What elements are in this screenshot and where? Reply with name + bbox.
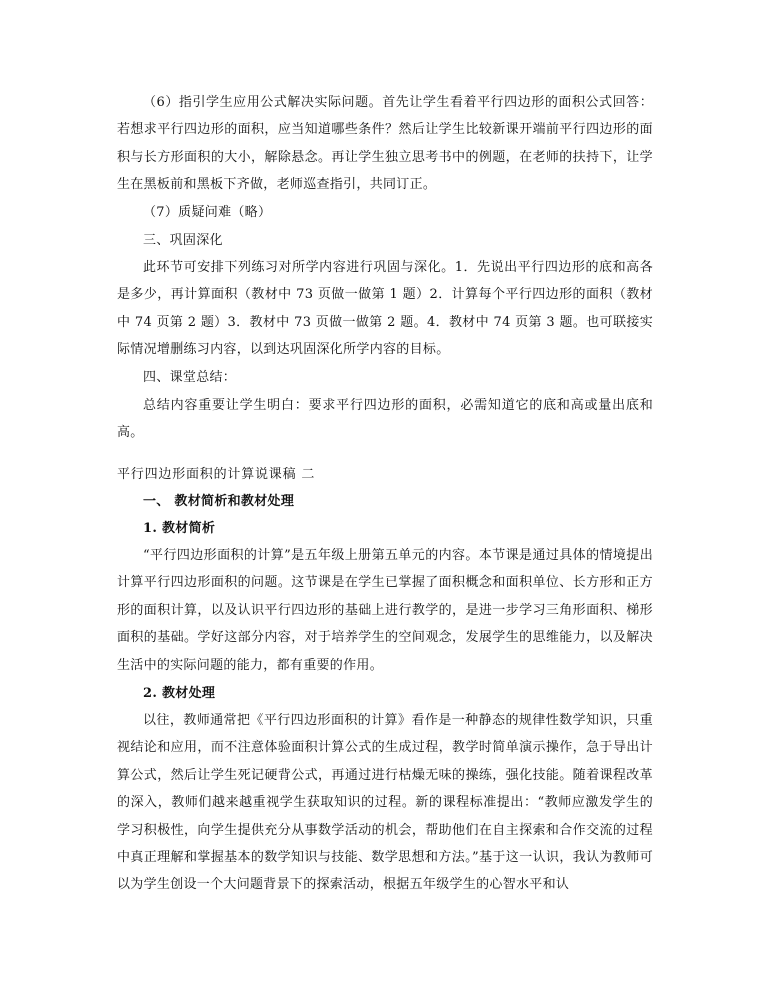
subheading-textbook-analysis: 1. 教材简析	[143, 521, 216, 536]
paragraph-textbook-analysis: “平行四边形面积的计算”是五年级上册第五单元的内容。本节课是通过具体的情境提出计算平行四边形面积的问题。这节课是在学生已掌握了面积概念和面积单位、长方形和正方形的面积计算，以及认识平行四边形的基础上进行教学的，是进一步学习三角形面积、梯形面积的基础。学好这部分内容，对于培养学生的空间观念，发展学生的思维能力，以及解决生活中的实际问题的能力，都有重要的作用。	[117, 548, 653, 673]
paragraph-questions: （7）质疑问难（略）	[143, 205, 272, 220]
paragraph-exercises: 此环节可安排下列练习对所学内容进行巩固与深化。1．先说出平行四边形的底和高各是多少，再计算面积（教材中 73 页做一做第 1 题）2．计算每个平行四边形的面积（教材中 74 页第 2 题）3．教材中 73 页做一做第 2 题。4．教材中 74 页第 3 题。也可联接实际情况增删练习内容，以到达巩固深化所学内容的目标。	[117, 260, 653, 358]
section-heading-summary: 四、课堂总结：	[143, 370, 237, 385]
paragraph-summary: 总结内容重要让学生明白：要求平行四边形的面积，必需知道它的底和高或量出底和高。	[117, 398, 653, 441]
section-heading-consolidation: 三、巩固深化	[143, 233, 223, 248]
paragraph-formula-application: （6）指引学生应用公式解决实际问题。首先让学生看着平行四边形的面积公式回答：若想求平行四边形的面积，应当知道哪些条件？然后让学生比较新课开端前平行四边形的面积与长方形面积的大小，解除悬念。再让学生独立思考书中的例题，在老师的扶持下，让学生在黑板前和黑板下齐做，老师巡查指引，共同订正。	[117, 95, 653, 193]
subheading-textbook-processing: 2. 教材处理	[143, 686, 216, 701]
paragraph-textbook-processing: 以往，教师通常把《平行四边形面积的计算》看作是一种静态的规律性数学知识，只重视结论和应用，而不注意体验面积计算公式的生成过程，教学时简单演示操作，急于导出计算公式，然后让学生死记硬背公式，再通过进行枯燥无味的操练，强化技能。随着课程改革的深入，教师们越来越重视学生获取知识的过程。新的课程标准提出：“教师应激发学生的学习积极性，向学生提供充分从事数学活动的机会，帮助他们在自主探索和合作交流的过程中真正理解和掌握基本的数学知识与技能、数学思想和方法。”基于这一认识，我认为教师可以为学生创设一个大问题背景下的探索活动，根据五年级学生的心智水平和认	[117, 713, 653, 893]
document-title-part-two: 平行四边形面积的计算说课稿 二	[117, 467, 316, 482]
section-heading-textbook-analysis: 一、 教材简析和教材处理	[143, 494, 295, 509]
